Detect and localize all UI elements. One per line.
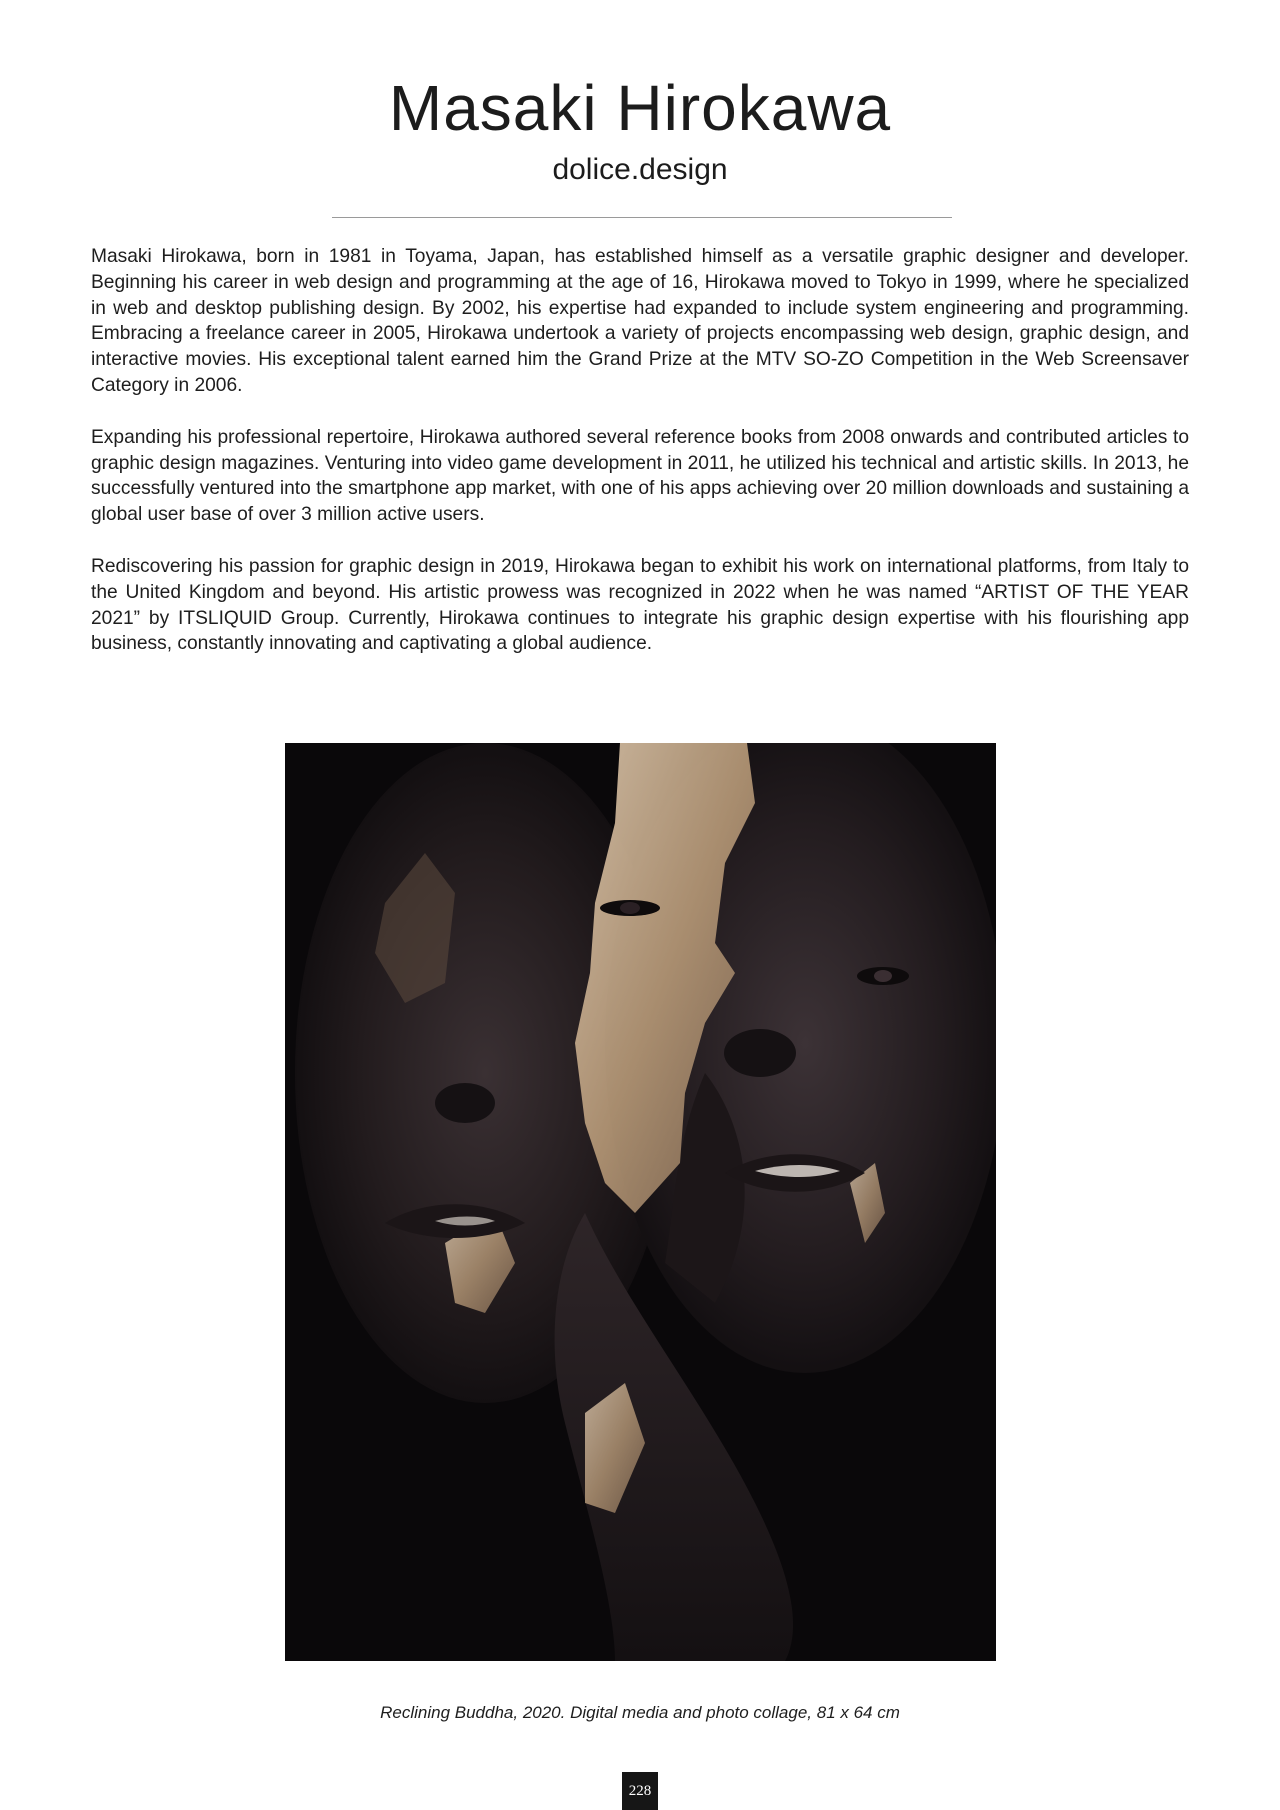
artist-name: Masaki Hirokawa [388, 72, 892, 144]
artwork-caption: Reclining Buddha, 2020. Digital media and photo collage, 81 x 64 cm [380, 1703, 900, 1722]
page-header [0, 70, 1280, 188]
bio-paragraph: Masaki Hirokawa, born in 1981 in Toyama, Japan, has established himself as a versatile graphic designer and developer. Beginning his career in web design and programming at the age of 16, Hirokawa moved to Tokyo in 1999, where he specialized in web and desktop publishing design. By 2002, his expertise had expanded to include system engineering and programming. Embracing a freelance career in 2005, Hirokawa undertook a variety of projects encompassing web design, graphic design, and interactive movies. His exceptional talent earned him the Grand Prize at the MTV SO-ZO Competition in the Web Screensaver Category in 2006. [91, 246, 1189, 396]
studio-name: dolice.design [552, 153, 728, 186]
page-number: 228 [622, 1772, 658, 1810]
artwork-illustration [285, 743, 996, 1661]
artwork-image [285, 743, 996, 1661]
artist-bio [91, 244, 1189, 683]
header-divider [332, 217, 952, 218]
bio-paragraph: Expanding his professional repertoire, Hirokawa authored several reference books from 2008 onwards and contributed articles to graphic design magazines. Venturing into video game development in 2011, he utilized his technical and artistic skills. In 2013, he successfully ventured into the smartphone app market, with one of his apps achieving over 20 million downloads and sustaining a global user base of over 3 million active users. [91, 426, 1189, 526]
bio-paragraph: Rediscovering his passion for graphic design in 2019, Hirokawa began to exhibit his work on international platforms, from Italy to the United Kingdom and beyond. His artistic prowess was recognized in 2022 when he was named “ARTIST OF THE YEAR 2021” by ITSLIQUID Group. Currently, Hirokawa continues to integrate his graphic design expertise with his flourishing app business, constantly innovating and captivating a global audience. [91, 555, 1189, 655]
